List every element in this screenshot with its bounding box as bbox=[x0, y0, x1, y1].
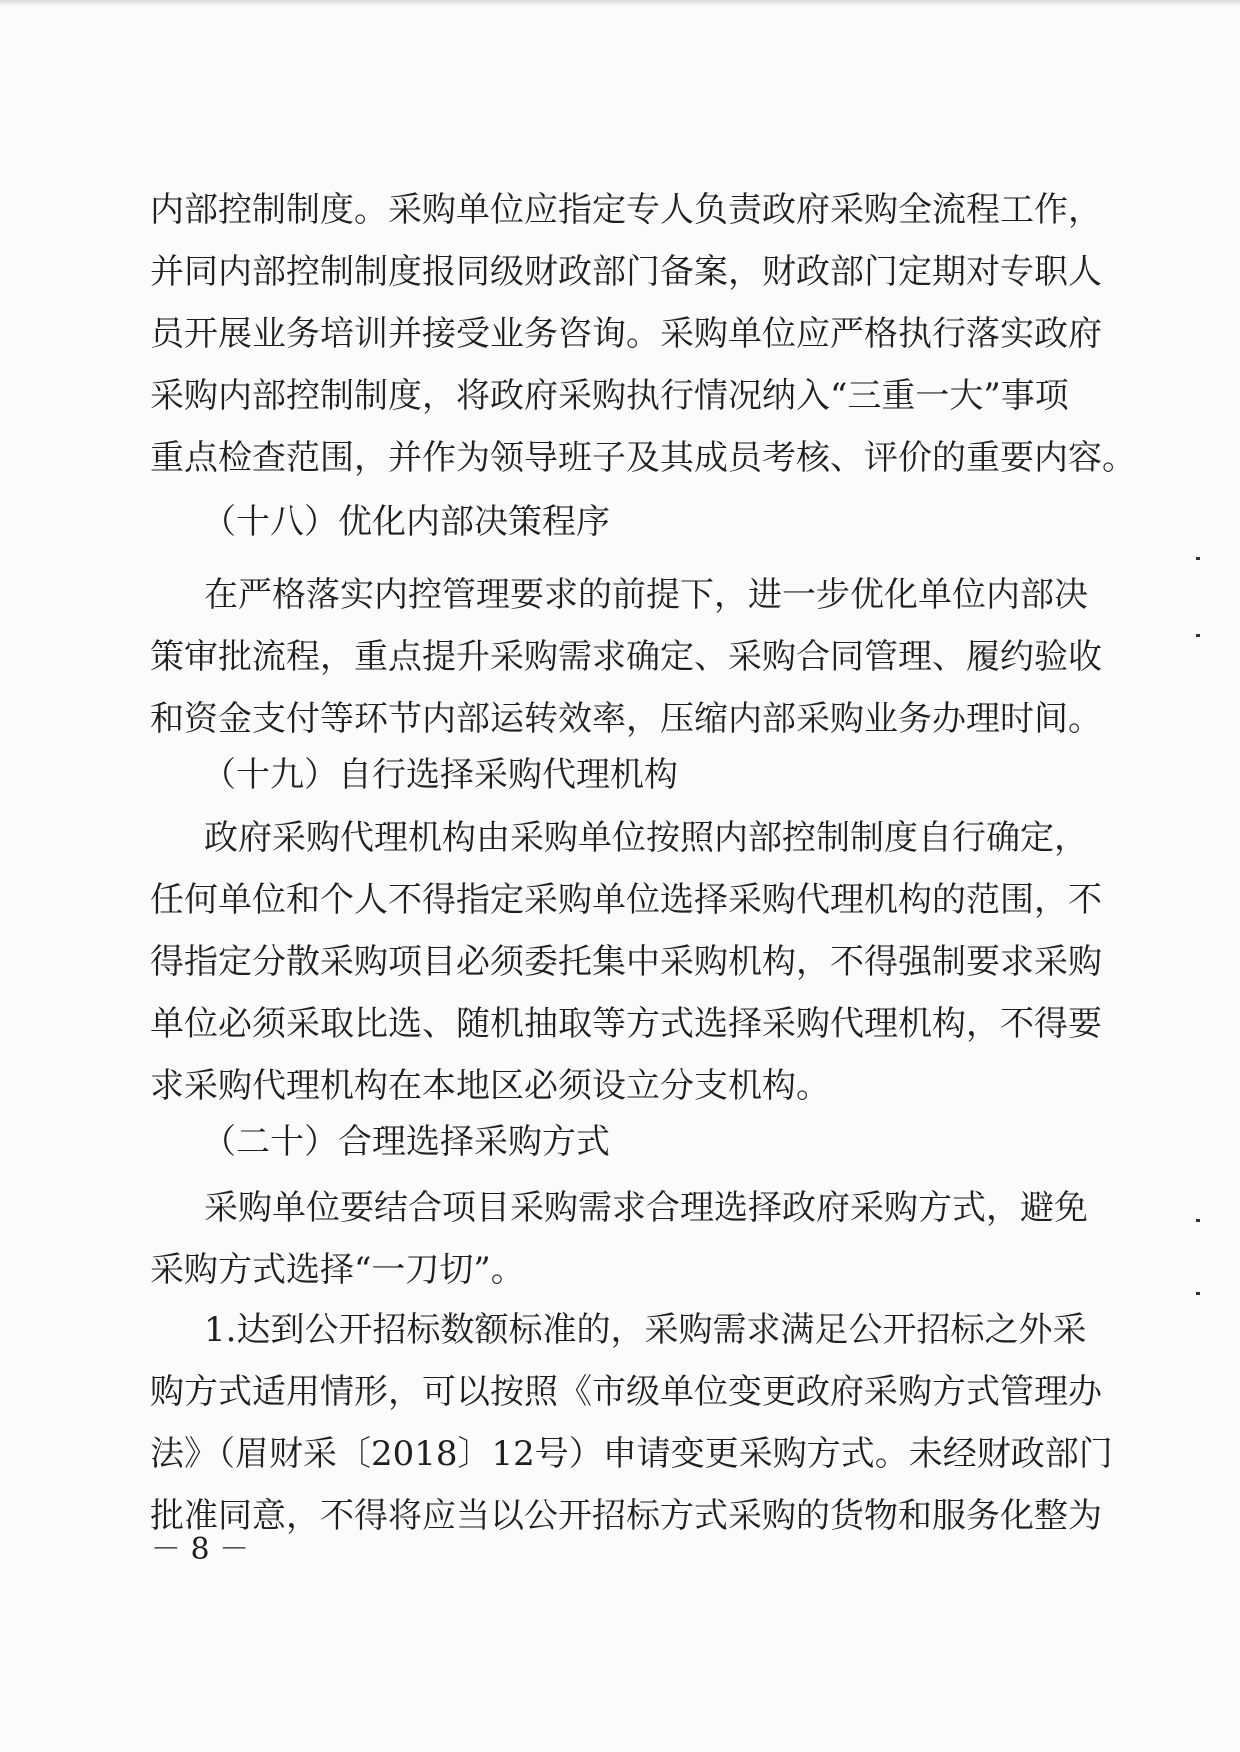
scan-mark bbox=[1196, 1292, 1200, 1295]
scan-top-edge bbox=[0, 0, 1240, 6]
text-line: 采购内部控制制度，将政府采购执行情况纳入“三重一大”事项 bbox=[150, 376, 1069, 416]
text-line: 购方式适用情形，可以按照《市级单位变更政府采购方式管理办 bbox=[150, 1372, 1102, 1412]
scan-mark bbox=[1196, 557, 1200, 560]
section-heading-18: （十八）优化内部决策程序 bbox=[202, 502, 610, 542]
scan-mark bbox=[1196, 1219, 1200, 1222]
text-line: 批准同意，不得将应当以公开招标方式采购的货物和服务化整为 bbox=[150, 1496, 1102, 1536]
text-line: 任何单位和个人不得指定采购单位选择采购代理机构的范围，不 bbox=[150, 880, 1102, 920]
text-line: 得指定分散采购项目必须委托集中采购机构，不得强制要求采购 bbox=[150, 942, 1102, 982]
text-line: 1.达到公开招标数额标准的，采购需求满足公开招标之外采 bbox=[204, 1310, 1087, 1350]
text-line: 求采购代理机构在本地区必须设立分支机构。 bbox=[150, 1066, 830, 1106]
text-line: 重点检查范围，并作为领导班子及其成员考核、评价的重要内容。 bbox=[150, 438, 1136, 478]
text-line: 采购方式选择“一刀切”。 bbox=[150, 1250, 525, 1290]
text-line: 策审批流程，重点提升采购需求确定、采购合同管理、履约验收 bbox=[150, 637, 1102, 677]
text-line: 员开展业务培训并接受业务咨询。采购单位应严格执行落实政府 bbox=[150, 314, 1102, 354]
text-line: 采购单位要结合项目采购需求合理选择政府采购方式，避免 bbox=[204, 1188, 1088, 1228]
section-heading-19: （十九）自行选择采购代理机构 bbox=[202, 755, 678, 795]
text-line: 内部控制制度。采购单位应指定专人负责政府采购全流程工作， bbox=[150, 190, 1102, 230]
text-line: 和资金支付等环节内部运转效率，压缩内部采购业务办理时间。 bbox=[150, 699, 1102, 739]
text-line: 政府采购代理机构由采购单位按照内部控制制度自行确定， bbox=[204, 818, 1088, 858]
text-line: 法》（眉财采〔2018〕12号）申请变更采购方式。未经财政部门 bbox=[150, 1434, 1113, 1474]
text-line: 在严格落实内控管理要求的前提下，进一步优化单位内部决 bbox=[204, 575, 1088, 615]
section-heading-20: （二十）合理选择采购方式 bbox=[202, 1122, 610, 1162]
text-line: 并同内部控制制度报同级财政部门备案，财政部门定期对专职人 bbox=[150, 252, 1102, 292]
scan-mark bbox=[1196, 634, 1200, 637]
page-number: － 8 － bbox=[150, 1532, 250, 1567]
text-line: 单位必须采取比选、随机抽取等方式选择采购代理机构，不得要 bbox=[150, 1004, 1102, 1044]
